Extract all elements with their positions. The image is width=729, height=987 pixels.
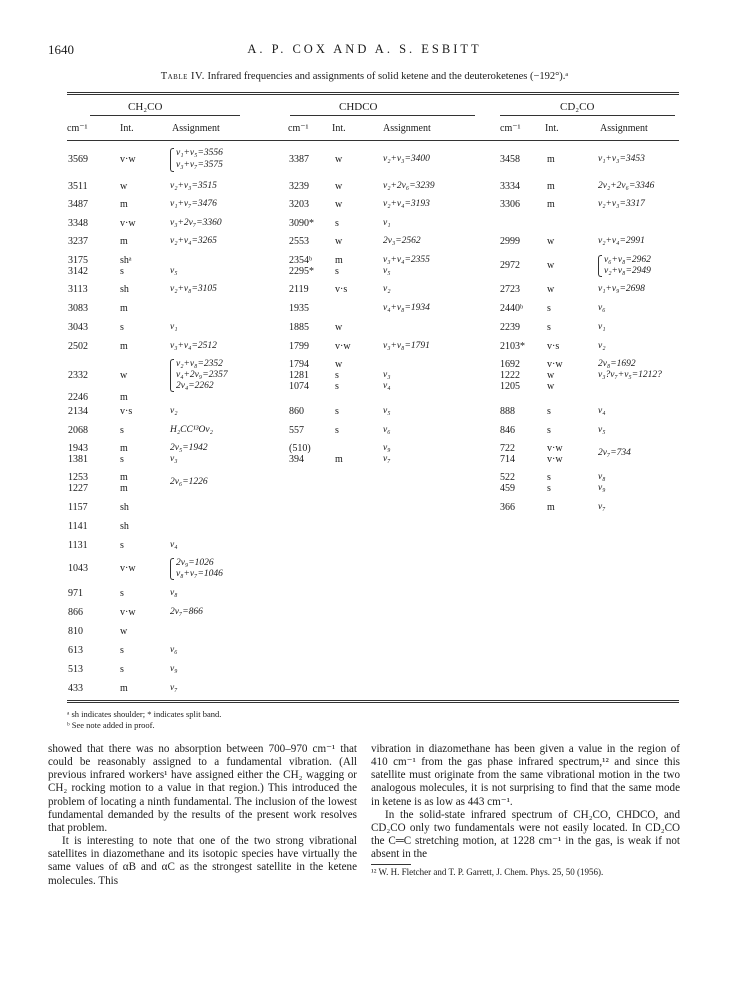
intensity: s <box>335 406 339 417</box>
assignment: ν₈ <box>598 472 606 482</box>
assignment: ν₃+2ν₇=3360 <box>170 218 222 228</box>
cm-value: 3458 <box>500 154 520 165</box>
table-row <box>0 148 729 172</box>
col-header-assignment-1: Assignment <box>172 123 220 134</box>
intensity: m <box>120 199 128 210</box>
cm-value: 866 <box>68 607 83 618</box>
assignment: ν₂+ν₃=3400 <box>383 154 430 164</box>
assignment: ν₃+ν₄=2355 <box>383 255 430 265</box>
paragraph: In the solid-state infrared spectrum of CH₂CO, CHDCO, and CD₂CO only two fundamentals were not easily located. In CD₂CO the C═C stretching motion, at 1228 cm⁻¹ in the gas, is weak if not absent in the <box>371 808 680 861</box>
intensity: m <box>120 341 128 352</box>
intensity: s <box>335 381 339 392</box>
cm-value: 3569 <box>68 154 88 165</box>
cm-value: 513 <box>68 664 83 675</box>
table-row <box>0 588 729 599</box>
group-underline-1 <box>90 115 240 116</box>
assignment: ν₅ <box>383 406 391 416</box>
cm-value: 3237 <box>68 236 88 247</box>
cm-value: 1253 <box>68 472 88 483</box>
table-label: Table IV. <box>160 71 205 82</box>
assignment: ν₈ <box>170 588 178 598</box>
paragraph: vibration in diazomethane has been given a value in the region of 410 cm⁻¹ from the gas phase infrared spectrum,¹² and since this satellite must originate from the same vibrational motion in the two analogous molecules, it is not surprising to find that the same mode in ketene is as low as 443 cm⁻¹. <box>371 743 680 808</box>
assignment: ν₈+ν₇=1046 <box>176 569 223 579</box>
table-caption <box>48 71 681 82</box>
assignment: 2ν₉=1026 <box>176 558 214 568</box>
table-row <box>0 218 729 229</box>
col-header-assignment-2: Assignment <box>383 123 431 134</box>
assignment: ν₂+ν₃=3515 <box>170 181 217 191</box>
cm-value: 366 <box>500 502 515 513</box>
intensity: v·w <box>335 341 351 352</box>
table-footnote-b: ᵇ See note added in proof. <box>67 720 155 730</box>
assignment: ν₆ <box>598 303 606 313</box>
assignment: ν₃ <box>383 370 391 380</box>
intensity: m <box>120 443 128 454</box>
intensity: m <box>120 483 128 494</box>
group-underline-3 <box>500 115 675 116</box>
page-number: 1640 <box>48 42 74 57</box>
assignment: ν₄ <box>598 406 606 416</box>
table-row <box>0 425 729 436</box>
intensity: w <box>547 370 555 381</box>
cm-value: 1043 <box>68 563 88 574</box>
cm-value: 2553 <box>289 236 309 247</box>
assignment: ν₄ <box>170 540 178 550</box>
assignment: ν₂+ν₄=2991 <box>598 236 645 246</box>
cm-value: 2723 <box>500 284 520 295</box>
intensity: w <box>120 626 128 637</box>
cm-value: 3113 <box>68 284 88 295</box>
intensity: m <box>120 683 128 694</box>
cm-value: 1794 <box>289 359 309 370</box>
group-header-chdco: CHDCO <box>339 101 378 113</box>
assignment: ν₇ <box>170 683 178 693</box>
intensity: m <box>547 502 555 513</box>
cm-value: 2068 <box>68 425 88 436</box>
table-row <box>0 502 729 513</box>
cm-value: 888 <box>500 406 515 417</box>
cm-value: 1222 <box>500 370 520 381</box>
cm-value: 1074 <box>289 381 309 392</box>
cm-value: 2119 <box>289 284 309 295</box>
intensity: sh <box>120 502 129 513</box>
cm-value: 860 <box>289 406 304 417</box>
cm-value: 394 <box>289 454 304 465</box>
intensity: s <box>120 540 124 551</box>
assignment: 2ν₈=1692 <box>598 359 636 369</box>
table-row <box>0 284 729 295</box>
intensity: m <box>335 454 343 465</box>
intensity: m <box>120 236 128 247</box>
assignment: ν₂+ν₈=2949 <box>604 266 651 276</box>
intensity: m <box>335 255 343 266</box>
cm-value: 3511 <box>68 181 88 192</box>
assignment: 2ν₆=1226 <box>170 477 208 487</box>
brace-icon <box>170 558 174 580</box>
intensity: w <box>547 284 555 295</box>
table-row <box>0 443 729 465</box>
assignment: ν₁+ν₅=3556 <box>176 148 223 158</box>
assignment: ν₂+ν₈=2352 <box>176 359 223 369</box>
footnote-separator <box>371 864 411 865</box>
intensity: v·w <box>120 563 136 574</box>
table-row <box>0 472 729 494</box>
assignment: 2ν₅=1942 <box>170 443 208 453</box>
assignment: ν₄+2ν₉=2357 <box>176 370 228 380</box>
body-column-right <box>371 743 680 878</box>
cm-value: 2246 <box>68 392 88 403</box>
intensity: s <box>120 425 124 436</box>
table-bottom-rule <box>67 700 679 701</box>
intensity: s <box>547 303 551 314</box>
assignment: ν₂+ν₄=3265 <box>170 236 217 246</box>
cm-value: 3239 <box>289 181 309 192</box>
table-top-rule-2 <box>67 94 679 95</box>
assignment: ν₂ <box>383 284 391 294</box>
cm-value: 557 <box>289 425 304 436</box>
intensity: s <box>335 370 339 381</box>
intensity: m <box>547 199 555 210</box>
cm-value: 433 <box>68 683 83 694</box>
intensity: m <box>120 392 128 403</box>
intensity: sh <box>120 284 129 295</box>
cm-value: 3043 <box>68 322 88 333</box>
intensity: v·w <box>120 607 136 618</box>
intensity: s <box>335 218 339 229</box>
cm-value: 1205 <box>500 381 520 392</box>
brace-icon <box>170 148 174 172</box>
intensity: w <box>335 322 343 333</box>
assignment: ν₄ <box>383 381 391 391</box>
table-footnote-a: ᵃ sh indicates shoulder; * indicates split band. <box>67 709 222 719</box>
table-row <box>0 607 729 618</box>
assignment: ν₁ <box>598 322 606 332</box>
cm-value: 1935 <box>289 303 309 314</box>
running-head-authors: A. P. COX AND A. S. ESBITT <box>247 42 482 56</box>
assignment: 2ν₂+2ν₆=3346 <box>598 181 655 191</box>
col-header-cm-1: cm⁻¹ <box>67 123 88 134</box>
intensity: w <box>547 381 555 392</box>
intensity: v·w <box>547 443 563 454</box>
assignment: ν₉ <box>170 664 178 674</box>
cm-value: 522 <box>500 472 515 483</box>
table-row <box>0 664 729 675</box>
table-row <box>0 255 729 277</box>
intensity: w <box>547 236 555 247</box>
col-header-int-3: Int. <box>545 123 559 134</box>
cm-value: 3306 <box>500 199 520 210</box>
cm-value: 2332 <box>68 370 88 381</box>
table-bottom-rule-2 <box>67 702 679 703</box>
intensity: s <box>120 664 124 675</box>
intensity: s <box>120 454 124 465</box>
group-header-cd2co: CD₂CO <box>560 101 595 113</box>
cm-value: 810 <box>68 626 83 637</box>
table-row <box>0 645 729 656</box>
cm-value: 459 <box>500 483 515 494</box>
assignment: ν₂ <box>170 406 178 416</box>
cm-value: 3142 <box>68 266 88 277</box>
brace-icon <box>170 359 174 392</box>
intensity: s <box>547 425 551 436</box>
cm-value: 1381 <box>68 454 88 465</box>
cm-value: 2972 <box>500 260 520 271</box>
cm-value: 1227 <box>68 483 88 494</box>
assignment: ν₂+ν₃=3317 <box>598 199 645 209</box>
assignment: ν₃+ν₈=1791 <box>383 341 430 351</box>
intensity: s <box>120 588 124 599</box>
table-row <box>0 322 729 333</box>
intensity: v·w <box>120 218 136 229</box>
intensity: s <box>120 266 124 277</box>
footnote-reference: ¹² W. H. Fletcher and T. P. Garrett, J. Chem. Phys. 25, 50 (1956). <box>371 867 604 878</box>
col-header-int-1: Int. <box>120 123 134 134</box>
cm-value: 2354ᵇ <box>289 255 313 266</box>
table-row <box>0 626 729 637</box>
paragraph: It is interesting to note that one of the two strong vibrational satellites in diazomethane and its isotopic species have virtually the same values of αB and αC as the strongest satellite in the ketene molecules. This <box>48 835 357 887</box>
intensity: s <box>547 472 551 483</box>
cm-value: 2239 <box>500 322 520 333</box>
cm-value: 722 <box>500 443 515 454</box>
intensity: s <box>547 322 551 333</box>
intensity: w <box>335 154 343 165</box>
cm-value: 846 <box>500 425 515 436</box>
assignment: ν₃+ν₇=3575 <box>176 160 223 170</box>
cm-value: 2295* <box>289 266 314 277</box>
cm-value: 1799 <box>289 341 309 352</box>
cm-value: 3083 <box>68 303 88 314</box>
table-row <box>0 540 729 551</box>
cm-value: 613 <box>68 645 83 656</box>
table-row <box>0 181 729 192</box>
intensity: v·w <box>547 359 563 370</box>
cm-value: 971 <box>68 588 83 599</box>
cm-value: 2502 <box>68 341 88 352</box>
assignment: ν₃ <box>170 454 178 464</box>
cm-value: 1157 <box>68 502 88 513</box>
table-top-rule <box>67 92 679 93</box>
table-row <box>0 521 729 532</box>
assignment: ν₁+ν₃=3453 <box>598 154 645 164</box>
table-row <box>0 303 729 314</box>
intensity: w <box>335 359 343 370</box>
intensity: m <box>120 303 128 314</box>
table-caption-text: Infrared frequencies and assignments of solid ketene and the deuteroketenes (−192°).ᵃ <box>207 71 569 82</box>
intensity: w <box>335 181 343 192</box>
table-header-rule <box>67 140 679 141</box>
intensity: v·s <box>335 284 348 295</box>
cm-value: 714 <box>500 454 515 465</box>
assignment: ν₂+ν₈=3105 <box>170 284 217 294</box>
cm-value: 1131 <box>68 540 88 551</box>
cm-value: 3487 <box>68 199 88 210</box>
table-row <box>0 359 729 403</box>
table-row <box>0 558 729 580</box>
intensity: w <box>120 370 128 381</box>
assignment: H₂CC¹³Oν₂ <box>170 425 213 435</box>
assignment: 2ν₇=866 <box>170 607 203 617</box>
cm-value: 2103* <box>500 341 525 352</box>
assignment: ν₇ <box>598 502 606 512</box>
col-header-cm-2: cm⁻¹ <box>288 123 309 134</box>
assignment: ν₁+ν₇=3476 <box>170 199 217 209</box>
assignment: ν₁ <box>170 322 178 332</box>
group-header-ch2co: CH₂CO <box>128 101 163 113</box>
cm-value: 3334 <box>500 181 520 192</box>
col-header-int-2: Int. <box>332 123 346 134</box>
assignment: 2ν₄=2262 <box>176 381 214 391</box>
intensity: s <box>547 483 551 494</box>
assignment: ν₄+ν₈=1934 <box>383 303 430 313</box>
col-header-assignment-3: Assignment <box>600 123 648 134</box>
cm-value: 3203 <box>289 199 309 210</box>
intensity: shᵃ <box>120 255 132 266</box>
intensity: m <box>547 154 555 165</box>
group-underline-2 <box>290 115 475 116</box>
running-header <box>48 42 681 58</box>
intensity: w <box>120 181 128 192</box>
intensity: sh <box>120 521 129 532</box>
assignment: ν₆ <box>170 645 178 655</box>
table-row <box>0 406 729 417</box>
intensity: s <box>120 645 124 656</box>
table-row <box>0 236 729 247</box>
assignment: ν₂+2ν₆=3239 <box>383 181 435 191</box>
intensity: w <box>547 260 555 271</box>
table-row <box>0 199 729 210</box>
cm-value: 3175 <box>68 255 88 266</box>
assignment: ν₇ <box>383 454 391 464</box>
assignment: ν₅ <box>598 425 606 435</box>
cm-value: 1692 <box>500 359 520 370</box>
assignment: ν₉ <box>383 443 391 453</box>
cm-value: (510) <box>289 443 311 454</box>
assignment: ν₅ <box>383 266 391 276</box>
intensity: v·s <box>120 406 133 417</box>
intensity: v·s <box>547 341 560 352</box>
intensity: m <box>547 181 555 192</box>
assignment: ν₁+ν₉=2698 <box>598 284 645 294</box>
cm-value: 2440ᵇ <box>500 303 524 314</box>
cm-value: 3090* <box>289 218 314 229</box>
intensity: w <box>335 199 343 210</box>
intensity: v·w <box>547 454 563 465</box>
table-row <box>0 341 729 352</box>
cm-value: 2134 <box>68 406 88 417</box>
assignment: ν₃?ν₇+ν₅=1212? <box>598 370 662 380</box>
intensity: w <box>335 236 343 247</box>
cm-value: 2999 <box>500 236 520 247</box>
col-header-cm-3: cm⁻¹ <box>500 123 521 134</box>
intensity: s <box>335 425 339 436</box>
intensity: s <box>547 406 551 417</box>
table-row <box>0 683 729 694</box>
brace-icon <box>598 255 602 277</box>
assignment: ν₂+ν₄=3193 <box>383 199 430 209</box>
cm-value: 1885 <box>289 322 309 333</box>
paragraph: showed that there was no absorption between 700–970 cm⁻¹ that could be reasonably assigned to a fundamental vibration. (All previous infrared workers¹ have assigned either the CH₂ wagging or CH₂ rocking motion to a value in that region.) This introduced the problem of locating a ninth fundamental. The inclusion of the lowest fundamental demanded by the results of the present work resolves that problem. <box>48 743 357 834</box>
assignment: ν₅ <box>170 266 178 276</box>
cm-value: 1141 <box>68 521 88 532</box>
assignment: ν₆ <box>383 425 391 435</box>
cm-value: 1943 <box>68 443 88 454</box>
cm-value: 3387 <box>289 154 309 165</box>
assignment: ν₆+ν₈=2962 <box>604 255 651 265</box>
intensity: v·w <box>120 154 136 165</box>
assignment: ν₃+ν₄=2512 <box>170 341 217 351</box>
intensity: s <box>120 322 124 333</box>
body-column-left <box>48 743 357 888</box>
intensity: s <box>335 266 339 277</box>
assignment: 2ν₇=734 <box>598 448 631 458</box>
assignment: 2ν₃=2562 <box>383 236 421 246</box>
assignment: ν₉ <box>598 483 606 493</box>
cm-value: 1281 <box>289 370 309 381</box>
assignment: ν₂ <box>598 341 606 351</box>
cm-value: 3348 <box>68 218 88 229</box>
assignment: ν₁ <box>383 218 391 228</box>
intensity: m <box>120 472 128 483</box>
